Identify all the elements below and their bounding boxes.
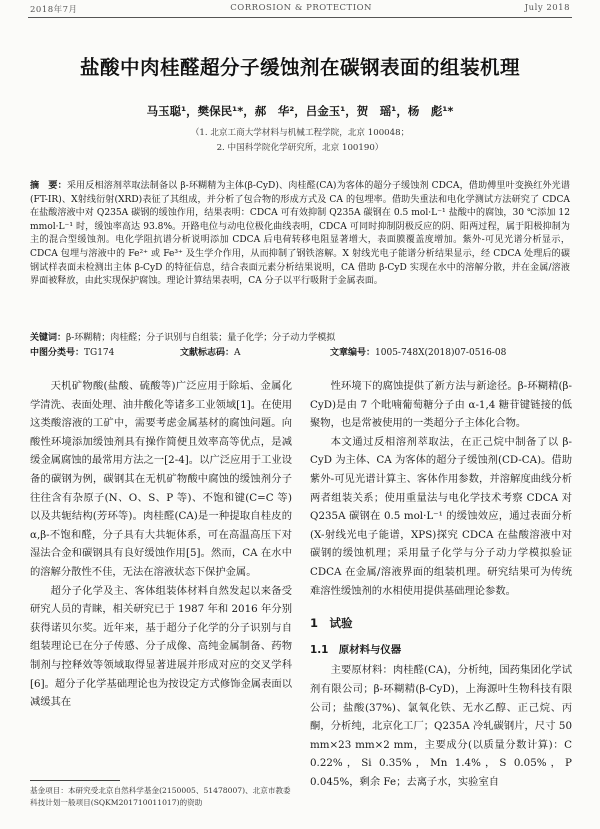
clc-value: TG174 [84,348,115,358]
body-column-right [310,377,572,791]
doc-label: 文献标志码： [180,348,235,358]
affiliation-1: （1. 北京工商大学材料与机械工程学院，北京 100048； [190,128,410,138]
article-value: 1005-748X(2018)07-0516-08 [375,348,507,358]
body-paragraph: 超分子化学及主、客体组装体材料自然发起以来备受研究人员的青睐，相关研究已于 1987 年和 2016 年分别获得诺贝尔奖。近年来，基于超分子化学的分子识别与自组装理论已在分子传感、分子成像、高纯金属制备、药物制剂与控释效等领域取得显著进展并形成对应的交叉学科[6]。超分子化学基础理论也为按设定方式修饰金属表面以减缓其在 [30,584,292,709]
body-paragraph: 主要原材料：肉桂醛(CA)，分析纯，国药集团化学试剂有限公司；β-环糊精(β-CyD)，上海源叶生物科技有限公司；盐酸(37%)、氯氧化铁、无水乙醇、正己烷、丙酮，分析纯，北京化工厂；Q235A 冷轧碳钢片，尺寸 50 mm×23 mm×2 mm，主要成分(以质量分数计算)：C 0.22%，Si 0.35%，Mn 1.4%，S 0.05%，P 0.045%，剩余 Fe；去离子水，实验室自 [310,664,572,788]
abstract [30,180,570,289]
body-paragraph: 性环境下的腐蚀提供了新方法与新途径。β-环糊精(β-CyD)是由 7 个吡喃葡萄糖分子由 α-1,4 糖苷键链接的低聚物，也是常被使用的一类超分子主体化合物。 [310,380,572,430]
header-date-en: July 2018 [524,3,570,13]
clc-label: 中图分类号： [30,348,85,358]
header-date: 2018年7月 [30,5,78,15]
section-heading: 1 试验 [310,616,353,631]
paper-title: 盐酸中肉桂醛超分子缓蚀剂在碳钢表面的组装机理 [79,56,520,79]
running-header [30,3,570,17]
keywords-text: β-环糊精；肉桂醛；分子识别与自组装；量子化学；分子动力学模拟 [66,333,336,343]
affiliation-2: 2. 中国科学院化学研究所，北京 100190） [216,143,384,153]
classification-line [30,345,570,358]
subsection-heading: 1.1 原材料与仪器 [310,643,402,656]
keywords-label: 关键词： [30,333,67,343]
body-column-left [30,377,292,712]
header-journal: CORROSION & PROTECTION [230,3,372,13]
keywords [30,330,570,343]
doc-value: A [234,348,241,358]
abstract-label: 摘 要： [30,181,67,191]
author-list: 马玉聪¹，樊保民¹*，郝 华²，吕金玉¹，贺 瑶¹，杨 彪¹* [146,104,454,118]
article-label: 文章编号： [330,348,376,358]
footnote-rule [30,780,120,781]
header-rule [28,17,572,18]
body-paragraph: 本文通过反相溶剂萃取法，在正己烷中制备了以 β-CyD 为主体、CA 为客体的超分子缓蚀剂(CD-CA)。借助紫外-可见光谱计算主、客体作用参数，并溶解度曲线分析两者组装关系；使用重量法与电化学技术考察 CDCA 对 Q235A 碳钢在 0.5 mol·L⁻¹ 的缓蚀效应，通过表面分析(X-射线光电子能谱，XPS)探究 CDCA 在盐酸溶液中对碳钢的缓蚀机理；采用量子化学与分子动力学模拟验证 CDCA 在金属/溶液界面的组装机理。研究结果可为传统难溶性缓蚀剂的水相使用提供基础理论参数。 [310,435,573,597]
footnote: 基金项目：本研究受北京自然科学基金(2150005、51478007)、北京市教委科技计划一般项目(SQKM201710011017)的资助 [30,786,291,807]
abstract-text: 采用反相溶剂萃取法制备以 β-环糊精为主体(β-CyD)、肉桂醛(CA)为客体的超分子缓蚀剂 CDCA，借助傅里叶变换红外光谱(FT-IR)、X射线衍射(XRD)表征了其组成，并分析了包合物的形成方式及 CA 的包埋率。借助失重法和电化学测试方法研究了 CDCA 在盐酸溶液中对 Q235A 碳钢的缓蚀作用，结果表明：CDCA 可有效抑制 Q235A 碳钢在 0.5 mol·L⁻¹ 盐酸中的腐蚀，30 ℃添加 12 mmol·L⁻¹ 时，缓蚀率高达 93.8%。开路电位与动电位极化曲线表明，CDCA 可同时抑制阴极反应的阴、阳两过程，属于阳极抑制为主的混合型缓蚀剂。电化学阻抗谱分析说明添加 CDCA 后电荷转移电阻显著增大，表面膜覆盖度增加。紫外-可见光谱分析显示，CDCA 包埋与溶液中的 Fe²⁺ 或 Fe³⁺ 及生学介作用，从而抑制了钢铁溶解。X 射线光电子能谱分析结果显示，经 CDCA 处理后的碳钢试样表面未检测出主体 β-CyD 的特征信息，结合表面元素分析结果说明，CA 借助 β-CyD 实现在水中的溶解分散，并在金属/溶液界面被释放，由此实现保护腐蚀。理论计算结果表明，CA 分子以平行吸附于金属表面。 [30,181,570,287]
body-paragraph: 天机矿物酸(盐酸、硫酸等)广泛应用于除垢、金属化学清洗、表面处理、油井酸化等诸多工业领域[1]。在使用这类酸溶液的工矿中，需要考虑金属基材的腐蚀问题。向酸性环境添加缓蚀剂具有操作简便且效率高等优点，是减缓金属腐蚀的最常用方法之一[2-4]。以广泛应用于工业设备的碳钢为例，碳钢其在无机矿物酸中腐蚀的缓蚀剂分子往往含有杂原子(N、O、S、P 等)、不饱和键(C=C 等)以及共轭结构(芳环等)。肉桂醛(CA)是一种提取自桂皮的α,β-不饱和醛，分子具有大共轭体系，可在高温高压下对湿法合金和碳钢具有良好缓蚀作用[5]。然而，CA 在水中的溶解分散性不佳，无法在溶液状态下保护金属。 [30,380,292,578]
